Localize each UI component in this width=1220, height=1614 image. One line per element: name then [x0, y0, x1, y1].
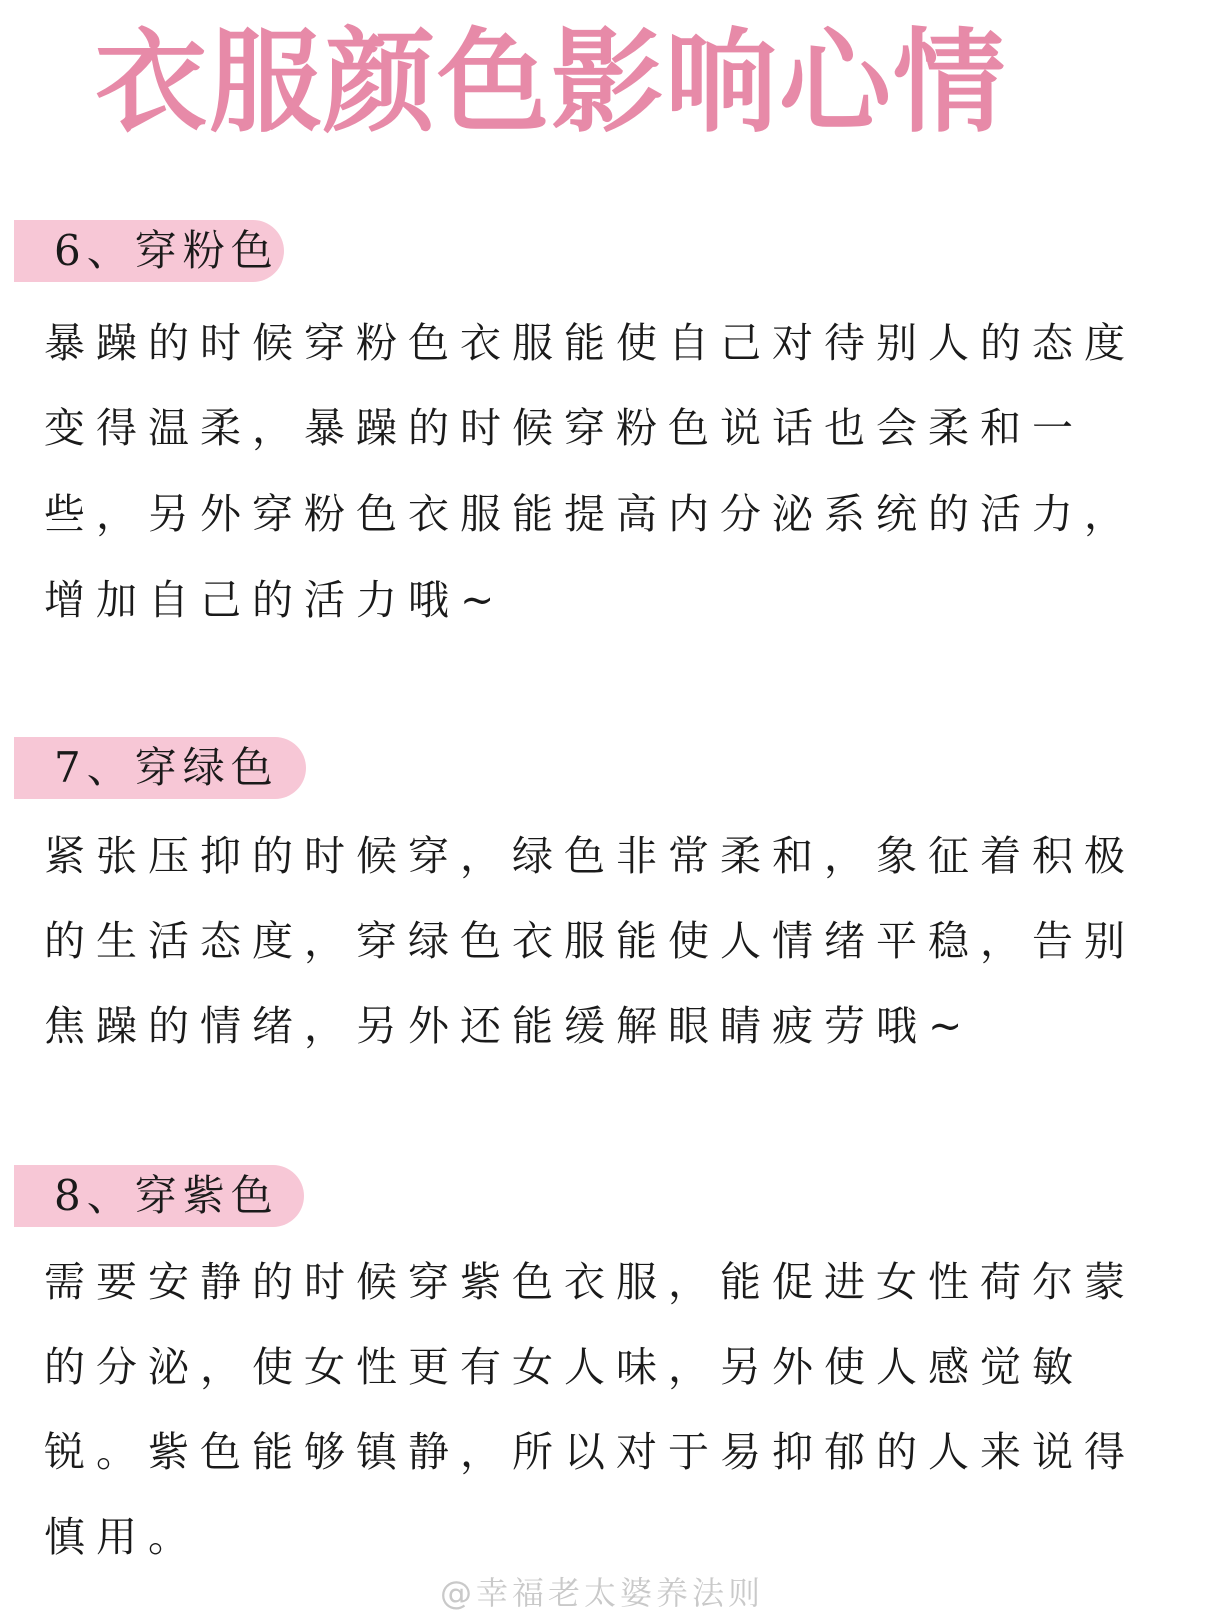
paragraph-line: 暴躁的时候穿粉色衣服能使自己对待别人的态度 — [44, 319, 1136, 367]
paragraph-line: 紧张压抑的时候穿，绿色非常柔和，象征着积极 — [44, 832, 1136, 880]
section-heading: 7、穿绿色 — [54, 743, 279, 792]
paragraph-line: 焦躁的情绪，另外还能缓解眼睛疲劳哦~ — [44, 1002, 974, 1050]
paragraph-line: 些，另外穿粉色衣服能提高内分泌系统的活力， — [44, 490, 1136, 538]
paragraph-line: 的分泌，使女性更有女人味，另外使人感觉敏 — [44, 1343, 1084, 1391]
paragraph-line: 的生活态度，穿绿色衣服能使人情绪平稳，告别 — [44, 917, 1136, 965]
paragraph-line: 变得温柔，暴躁的时候穿粉色说话也会柔和一 — [44, 404, 1084, 452]
paragraph-line: 慎用。 — [44, 1513, 200, 1561]
section-heading-pill — [14, 1165, 304, 1227]
watermark: @幸福老太婆养法则 — [440, 1574, 765, 1612]
section-heading: 8、穿紫色 — [54, 1171, 279, 1220]
paragraph-line: 锐。紫色能够镇静，所以对于易抑郁的人来说得 — [44, 1428, 1136, 1476]
section-heading-pill — [14, 220, 284, 282]
section-heading-pill — [14, 737, 306, 799]
paragraph-line: 需要安静的时候穿紫色衣服，能促进女性荷尔蒙 — [44, 1258, 1136, 1306]
paragraph-line: 增加自己的活力哦~ — [44, 576, 506, 624]
section-heading: 6、穿粉色 — [54, 226, 279, 275]
page-title: 衣服颜色影响心情 — [95, 17, 1007, 148]
